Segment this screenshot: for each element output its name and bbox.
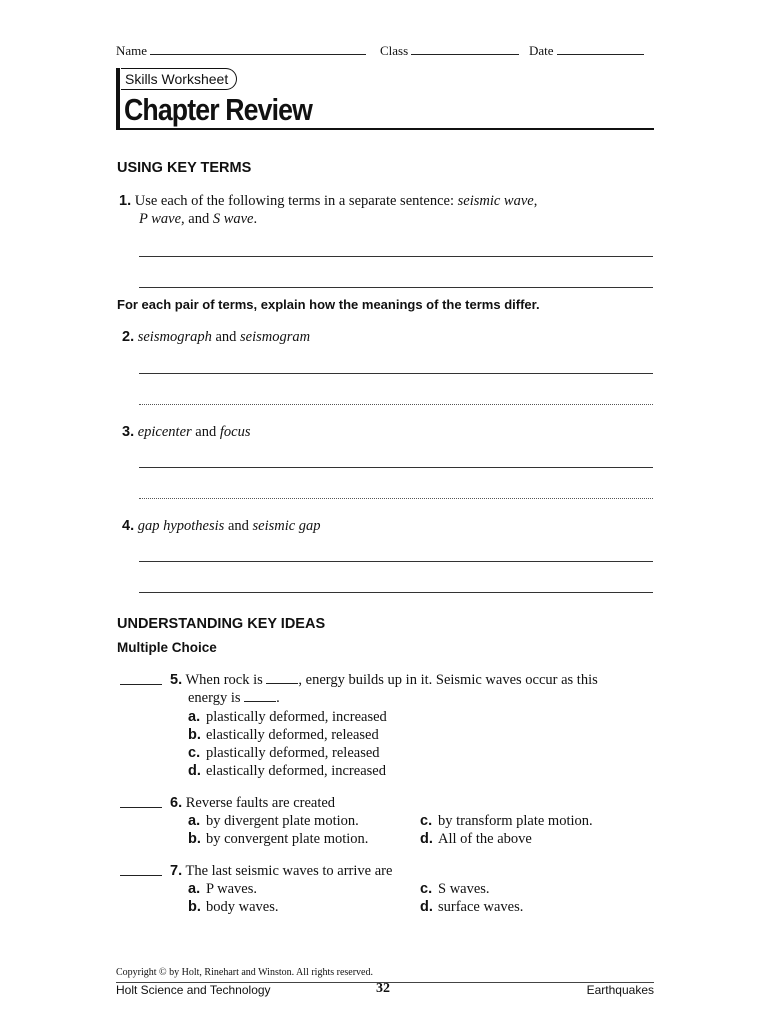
term: epicenter <box>137 424 192 440</box>
option[interactable]: a. by divergent plate motion. <box>188 813 359 829</box>
term: gap hypothesis <box>137 518 225 534</box>
option[interactable]: c. plastically deformed, released <box>188 745 380 761</box>
page-title: Chapter Review <box>124 92 312 127</box>
question-2: 2. seismograph and seismogram <box>122 329 311 345</box>
publisher: Holt Science and Technology <box>116 983 271 997</box>
option[interactable]: a. plastically deformed, increased <box>188 709 387 725</box>
term: seismic wave <box>457 193 534 209</box>
answer-line[interactable] <box>139 287 653 288</box>
term: seismic gap <box>252 518 321 534</box>
question-1: 1. Use each of the following terms in a separate sentence: seismic wave, P wave, and S wave. <box>119 193 538 227</box>
title-divider <box>116 128 654 130</box>
option[interactable]: d. elastically deformed, increased <box>188 763 386 779</box>
question-number: 5. <box>170 672 183 688</box>
section-heading-key-terms: USING KEY TERMS <box>117 160 252 176</box>
class-field[interactable] <box>380 42 519 59</box>
answer-line[interactable] <box>139 592 653 593</box>
option[interactable]: b. body waves. <box>188 899 279 915</box>
date-label: Date <box>529 43 554 58</box>
term: seismograph <box>137 329 212 345</box>
option[interactable]: d. surface waves. <box>420 899 524 915</box>
question-3: 3. epicenter and focus <box>122 424 251 440</box>
question-7: 7. The last seismic waves to arrive are <box>170 863 393 879</box>
question-text: Use each of the following terms in a separate sentence: <box>134 193 458 209</box>
question-number: 1. <box>119 193 132 209</box>
term: P wave <box>139 211 182 227</box>
question-6: 6. Reverse faults are created <box>170 795 336 811</box>
instruction: For each pair of terms, explain how the meanings of the terms differ. <box>117 297 540 312</box>
answer-line[interactable] <box>139 467 653 468</box>
class-blank[interactable] <box>411 42 519 55</box>
option[interactable]: a. P waves. <box>188 881 258 897</box>
name-blank[interactable] <box>150 42 366 55</box>
title-bar <box>116 68 120 130</box>
answer-line[interactable] <box>139 498 653 499</box>
answer-blank[interactable] <box>120 875 162 876</box>
term: focus <box>219 424 251 440</box>
section-subheading: Multiple Choice <box>117 640 217 655</box>
question-4: 4. gap hypothesis and seismic gap <box>122 518 321 534</box>
date-field[interactable] <box>529 42 644 59</box>
question-number: 6. <box>170 795 183 811</box>
inline-blank <box>266 671 298 684</box>
answer-line[interactable] <box>139 373 653 374</box>
section-heading-key-ideas: UNDERSTANDING KEY IDEAS <box>117 616 326 632</box>
page-number: 32 <box>376 981 390 996</box>
question-5-cont: energy is . <box>188 690 280 706</box>
question-number: 7. <box>170 863 183 879</box>
name-label: Name <box>116 43 148 58</box>
option[interactable]: b. by convergent plate motion. <box>188 831 369 847</box>
subject: Earthquakes <box>586 983 654 997</box>
answer-line[interactable] <box>139 404 653 405</box>
term: S wave <box>212 211 254 227</box>
term: seismogram <box>240 329 311 345</box>
option[interactable]: c. S waves. <box>420 881 490 897</box>
option[interactable]: c. by transform plate motion. <box>420 813 593 829</box>
date-blank[interactable] <box>557 42 644 55</box>
inline-blank <box>244 689 276 702</box>
answer-blank[interactable] <box>120 684 162 685</box>
question-number: 4. <box>122 518 135 534</box>
question-number: 2. <box>122 329 135 345</box>
class-label: Class <box>380 43 409 58</box>
question-number: 3. <box>122 424 135 440</box>
option[interactable]: b. elastically deformed, released <box>188 727 379 743</box>
answer-line[interactable] <box>139 561 653 562</box>
worksheet-tag: Skills Worksheet <box>121 68 237 90</box>
question-5: 5. When rock is , energy builds up in it. Seismic waves occur as this <box>170 672 598 688</box>
option[interactable]: d. All of the above <box>420 831 532 847</box>
answer-line[interactable] <box>139 256 653 257</box>
answer-blank[interactable] <box>120 807 162 808</box>
copyright: Copyright © by Holt, Rinehart and Winston. All rights reserved. <box>116 967 373 978</box>
name-field[interactable] <box>116 42 366 59</box>
